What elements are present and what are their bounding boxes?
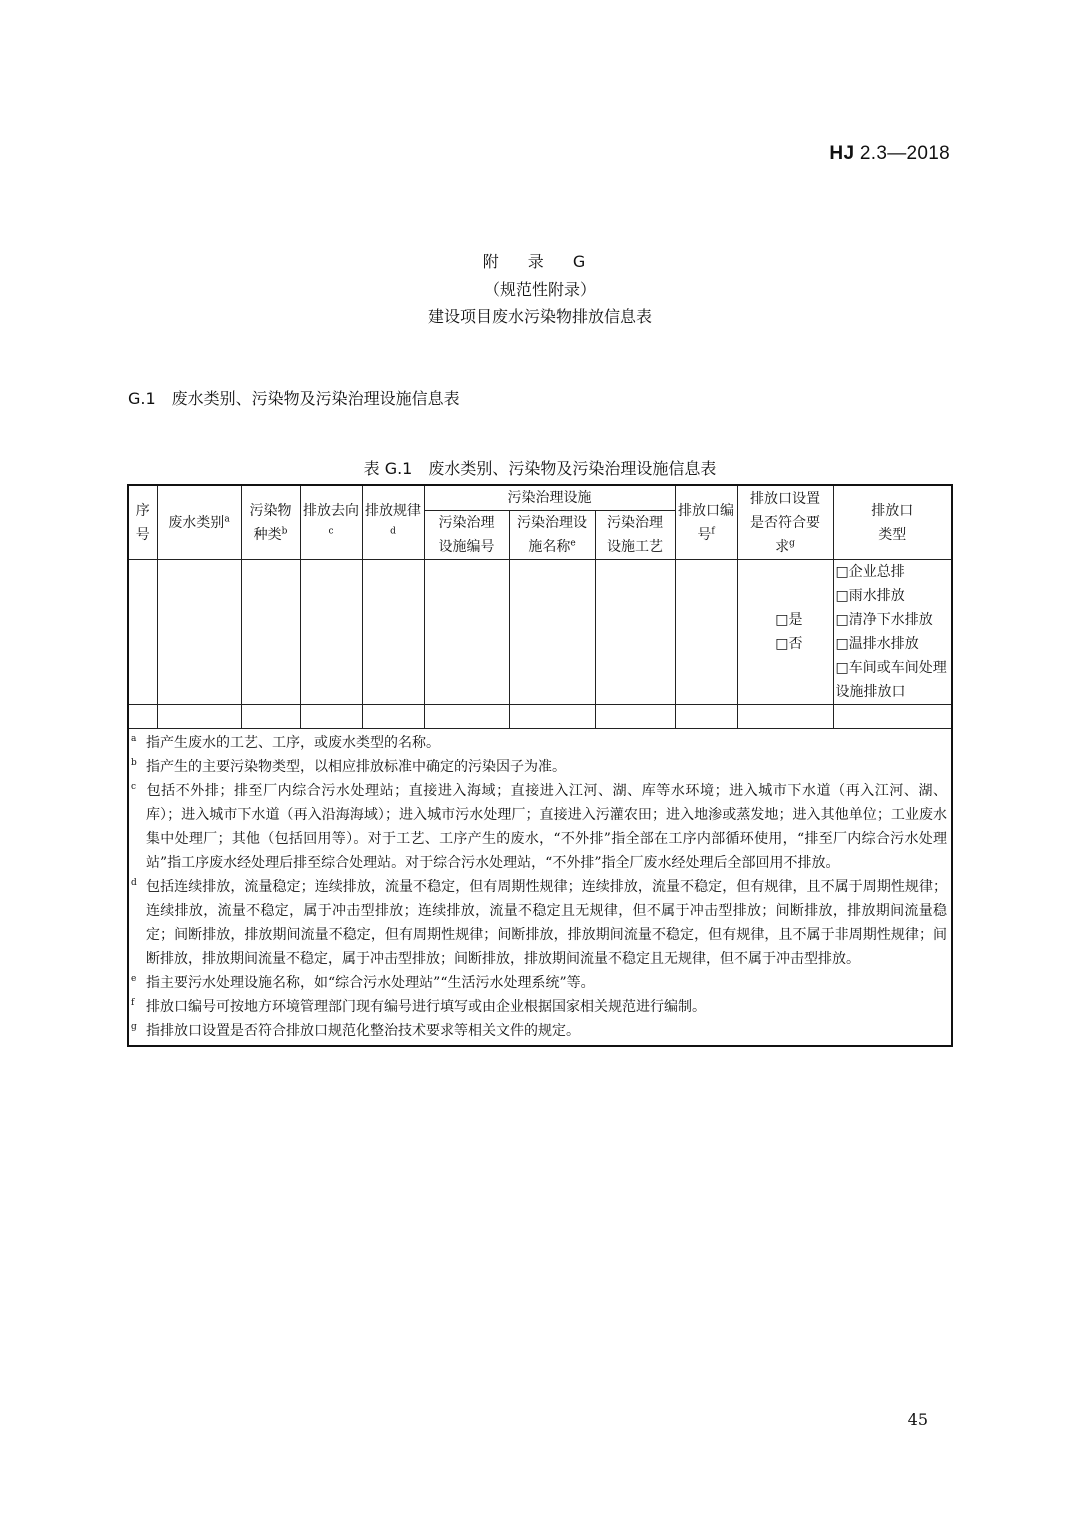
option-clean-water[interactable]: □清净下水排放	[835, 612, 933, 628]
table-cell	[300, 560, 362, 705]
note-b: $^b$ 指产生的主要污染物类型，以相应排放标准中确定的污染因子为准。	[131, 758, 566, 775]
table-cell	[833, 705, 952, 729]
note-e: $^e$ 指主要污水处理设施名称，如“综合污水处理站”“生活污水处理系统”等。	[131, 974, 595, 991]
option-enterprise-total[interactable]: □企业总排	[835, 564, 905, 580]
info-table	[127, 484, 953, 1047]
table-cell	[241, 560, 300, 705]
option-workshop[interactable]: □车间或车间处理设施排放口	[835, 660, 947, 700]
table-cell	[737, 705, 833, 729]
table-cell	[595, 560, 675, 705]
page-number: 45	[907, 1410, 928, 1429]
header-facility-name: 污染治理设施名称$^e$	[509, 511, 595, 560]
table-cell	[509, 560, 595, 705]
note-g: $^g$ 指排放口设置是否符合排放口规范化整治技术要求等相关文件的规定。	[131, 1022, 580, 1039]
option-no[interactable]: □否	[775, 636, 803, 652]
table-cell	[362, 705, 424, 729]
appendix-name: 建设项目废水污染物排放信息表	[427, 307, 652, 326]
header-pattern: 排放规律$^d$	[362, 485, 424, 560]
table-cell	[157, 560, 241, 705]
header-outlet-compliance: 排放口设置是否符合要求$^g$	[737, 485, 833, 560]
header-facility-group: 污染治理设施	[424, 485, 675, 511]
table-cell	[157, 705, 241, 729]
header-row-1	[128, 485, 952, 511]
data-row	[128, 560, 952, 705]
table-cell	[595, 705, 675, 729]
compliance-options	[737, 560, 833, 705]
table-cell	[509, 705, 595, 729]
table-cell	[241, 705, 300, 729]
table-cell	[128, 560, 157, 705]
header-destination: 排放去向$^c$	[300, 485, 362, 560]
option-rainwater[interactable]: □雨水排放	[835, 588, 905, 604]
appendix-kind: （规范性附录）	[483, 280, 596, 299]
table-cell	[362, 560, 424, 705]
table-cell	[675, 705, 737, 729]
table-notes	[128, 729, 952, 1047]
header-facility-process: 污染治理设施工艺	[595, 511, 675, 560]
table-caption: 表 G.1 废水类别、污染物及污染治理设施信息表	[363, 459, 717, 478]
header-outlet-type: 排放口类型	[833, 485, 952, 560]
table-cell	[424, 705, 509, 729]
standard-code: HJ 2.3—2018	[829, 143, 950, 164]
section-heading: G.1 废水类别、污染物及污染治理设施信息表	[128, 389, 460, 408]
notes-row	[128, 729, 952, 1047]
header-seq: 序号	[128, 485, 157, 560]
note-c: $^c$ 包括不外排；排至厂内综合污水处理站；直接进入海域；直接进入江河、湖、库等水环境；进入城市下水道（再入江河、湖、库）；进入城市下水道（再入沿海海域）；进入城市污水处理厂；直接进入污灌农田；进入地渗或蒸发地；进入其他单位；工业废水集中处理厂；其他（包括回用等）。对于工艺、工序产生的废水，“不外排”指全部在工序内部循环使用，“排至厂内综合污水处理站”指工序废水经处理后排至综合处理站。对于综合污水处理站，“不外排”指全厂废水经处理后全部回用不排放。	[131, 782, 948, 871]
note-d: $^d$ 包括连续排放，流量稳定；连续排放，流量不稳定，但有周期性规律；连续排放，流量不稳定，但有规律，且不属于周期性规律；连续排放，流量不稳定，属于冲击型排放；连续排放，流量不稳定且无规律，但不属于冲击型排放；间断排放，排放期间流量稳定；间断排放，排放期间流量不稳定，但有周期性规律；间断排放，排放期间流量不稳定，但有规律，且不属于非周期性规律；间断排放，排放期间流量不稳定，属于冲击型排放；间断排放，排放期间流量不稳定且无规律，但不属于冲击型排放。	[131, 878, 948, 967]
header-facility-id: 污染治理设施编号	[424, 511, 509, 560]
outlet-type-options	[833, 560, 952, 705]
empty-row	[128, 705, 952, 729]
note-a: $^a$ 指产生废水的工艺、工序，或废水类型的名称。	[131, 734, 440, 751]
table-cell	[675, 560, 737, 705]
appendix-title: 附 录 G	[482, 252, 598, 271]
header-pollutant: 污染物种类$^b$	[241, 485, 300, 560]
header-waste-type: 废水类别$^a$	[157, 485, 241, 560]
option-warm-water[interactable]: □温排水排放	[835, 636, 919, 652]
note-f: $^f$ 排放口编号可按地方环境管理部门现有编号进行填写或由企业根据国家相关规范进行编制。	[131, 998, 706, 1015]
table-cell	[128, 705, 157, 729]
table-cell	[300, 705, 362, 729]
option-yes[interactable]: □是	[775, 612, 803, 628]
table-cell	[424, 560, 509, 705]
header-outlet-id: 排放口编号$^f$	[675, 485, 737, 560]
